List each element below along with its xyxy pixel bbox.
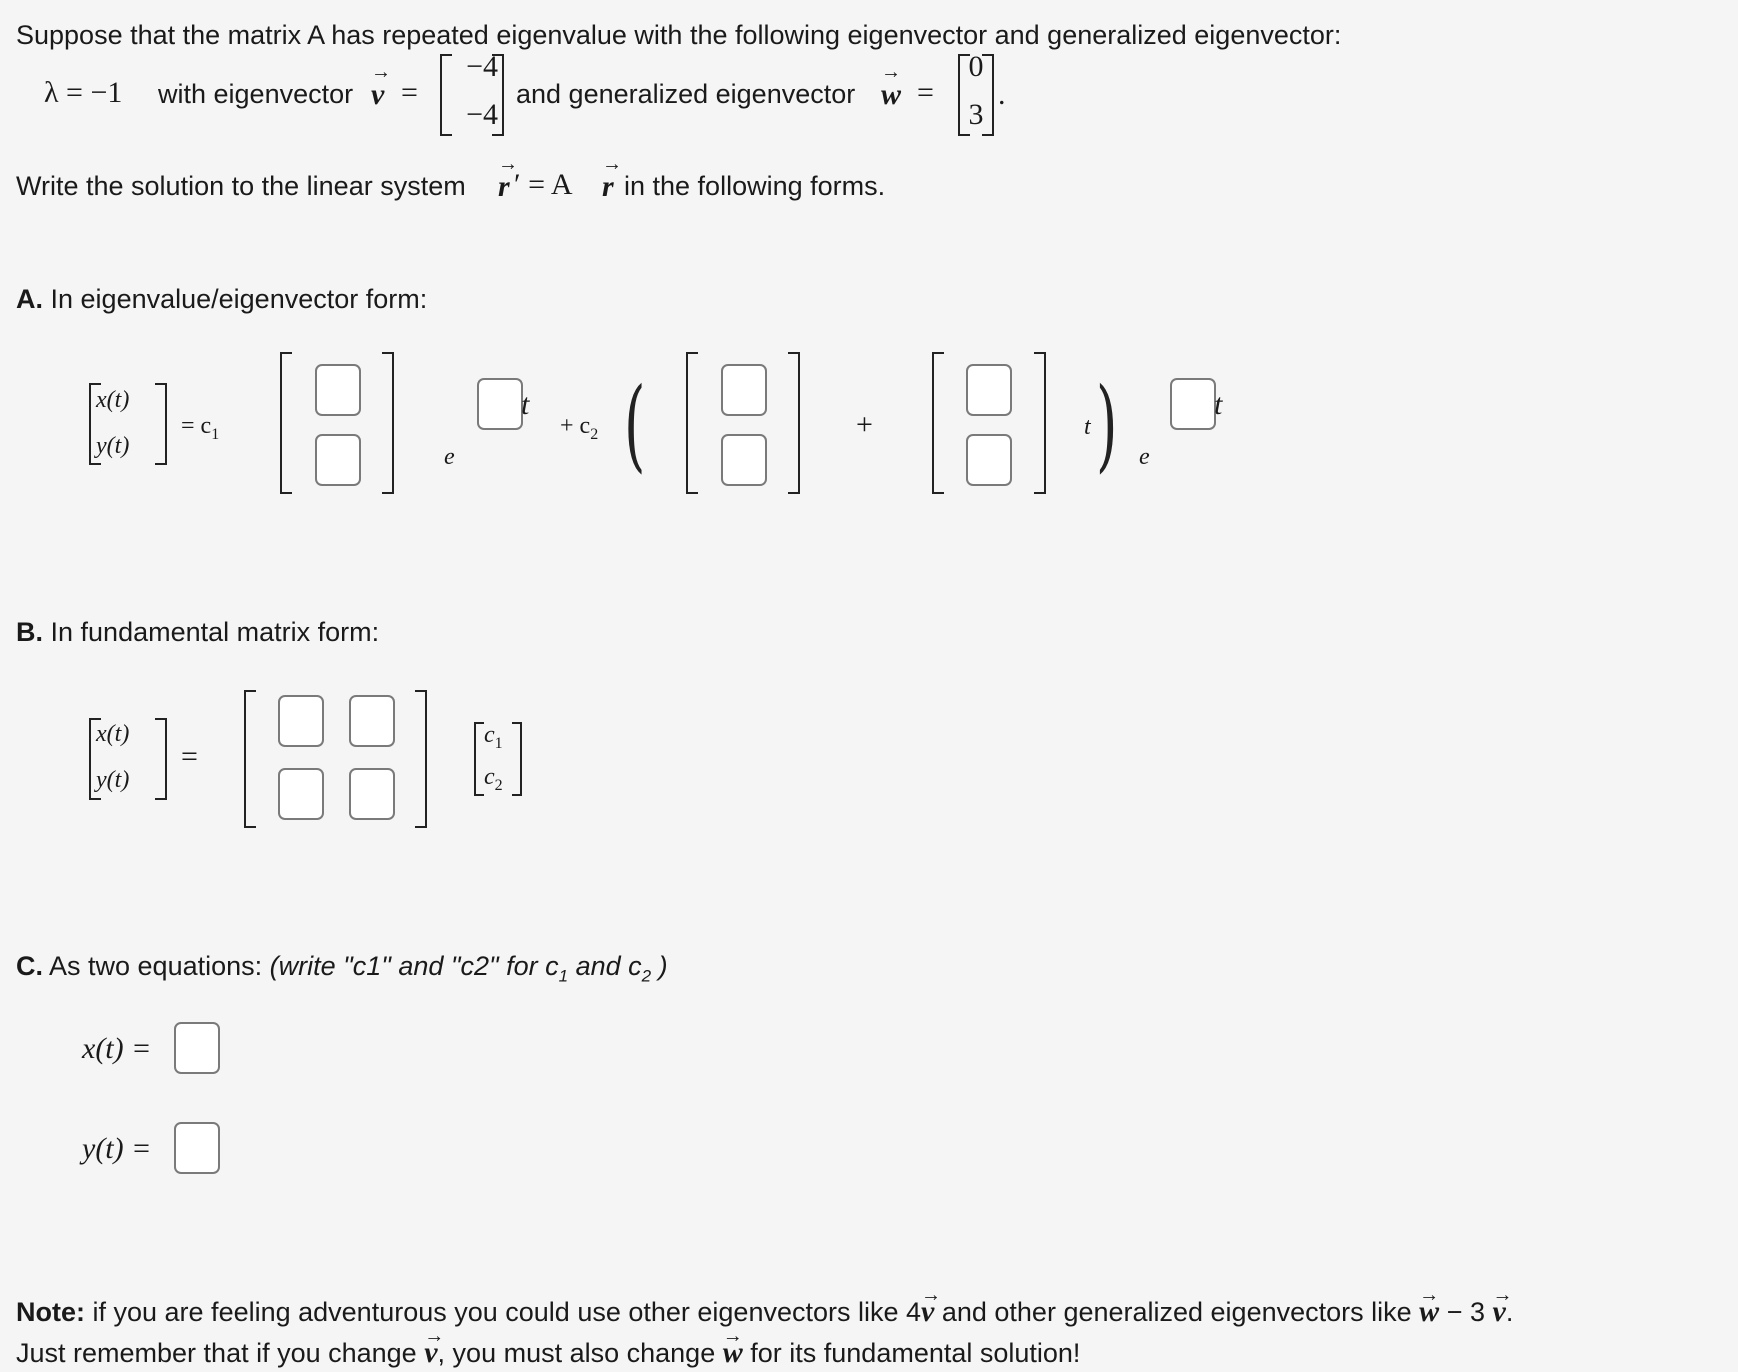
right-bracket: [492, 54, 504, 136]
left-paren: (: [624, 366, 646, 483]
right-bracket: [1034, 352, 1046, 494]
instruction-text-end: in the following forms.: [624, 171, 886, 201]
exp-e-2: e: [1139, 444, 1150, 470]
right-paren: ): [1096, 366, 1118, 483]
part-a-vector2-top-input[interactable]: [721, 364, 767, 416]
equals-sign-2: =: [917, 76, 934, 109]
system-equation-mid: ′ = A: [514, 168, 573, 201]
left-bracket: [280, 352, 292, 494]
eigenvector-v-top: −4: [466, 50, 498, 83]
part-b-matrix-11-input[interactable]: [278, 695, 324, 747]
multiplier-t: t: [1084, 414, 1091, 440]
c1-entry: $c_1$: [484, 722, 503, 752]
right-bracket: [155, 383, 167, 465]
right-bracket: [982, 54, 994, 136]
eigenvector-v-bottom: −4: [466, 98, 498, 131]
part-c-heading: C. As two equations: (write "c1" and "c2" for $c_1$ and $c_2$ ): [16, 951, 668, 986]
eigenvalue-expression: λ = −1: [44, 76, 123, 109]
part-a-exponent1-input[interactable]: [477, 378, 523, 430]
generalized-w-symbol: → w: [881, 78, 901, 112]
part-a-heading: A. In eigenvalue/eigenvector form:: [16, 284, 428, 314]
right-bracket: [788, 352, 800, 494]
left-bracket: [244, 690, 256, 828]
right-bracket: [382, 352, 394, 494]
generalized-w-top: 0: [968, 50, 984, 83]
r-vector-symbol: → r: [498, 170, 510, 204]
part-a-vector3-bottom-input[interactable]: [966, 434, 1012, 486]
problem-statement: Suppose that the matrix A has repeated eigenvalue with the following eigenvector and generalized eigenvector:: [16, 20, 1342, 50]
part-a-vector1-bottom-input[interactable]: [315, 434, 361, 486]
part-b-matrix-12-input[interactable]: [349, 695, 395, 747]
part-b-heading: B. In fundamental matrix form:: [16, 617, 380, 647]
right-bracket: [512, 722, 522, 796]
x-of-t: x(t): [96, 387, 130, 413]
plus-sign: +: [856, 408, 873, 441]
with-eigenvector-label: with eigenvector: [158, 79, 354, 109]
exp-e: e: [444, 444, 455, 470]
exp-t-2: t: [1214, 388, 1223, 421]
part-c-x-input[interactable]: [174, 1022, 220, 1074]
x-equation-label: x(t) =: [82, 1032, 152, 1065]
part-a-vector3-top-input[interactable]: [966, 364, 1012, 416]
left-bracket: [686, 352, 698, 494]
r-vector-symbol-2: → r: [602, 170, 614, 204]
part-a-vector2-bottom-input[interactable]: [721, 434, 767, 486]
y-of-t-b: y(t): [96, 767, 130, 793]
right-bracket: [415, 690, 427, 828]
eigenvector-v-symbol: → v: [371, 78, 384, 112]
part-a-exponent2-input[interactable]: [1170, 378, 1216, 430]
plus-c2: + $c_2$: [560, 413, 599, 443]
left-bracket: [932, 352, 944, 494]
equals-c1: = $c_1$: [181, 413, 220, 443]
part-a-vector1-top-input[interactable]: [315, 364, 361, 416]
equals-b: =: [181, 740, 198, 773]
exp-t: t: [521, 388, 530, 421]
y-equation-label: y(t) =: [82, 1132, 152, 1165]
right-bracket: [155, 718, 167, 800]
part-b-matrix-21-input[interactable]: [278, 768, 324, 820]
and-generalized-label: and generalized eigenvector: [516, 79, 856, 109]
part-c-y-input[interactable]: [174, 1122, 220, 1174]
left-bracket: [474, 722, 484, 796]
generalized-w-bottom: 3: [968, 98, 984, 131]
instruction-text: Write the solution to the linear system: [16, 171, 466, 201]
note-line-1: Note: if you are feeling adventurous you could use other eigenvectors like 4→ v and other generalized eigenvectors like → w − 3 → v.: [16, 1296, 1513, 1328]
part-b-matrix-22-input[interactable]: [349, 768, 395, 820]
x-of-t-b: x(t): [96, 721, 130, 747]
period: .: [998, 78, 1006, 111]
note-line-2: Just remember that if you change → v, you must also change → w for its fundamental solution!: [16, 1337, 1080, 1369]
equals-sign: =: [401, 76, 418, 109]
y-of-t: y(t): [96, 433, 130, 459]
c2-entry: $c_2$: [484, 764, 503, 794]
